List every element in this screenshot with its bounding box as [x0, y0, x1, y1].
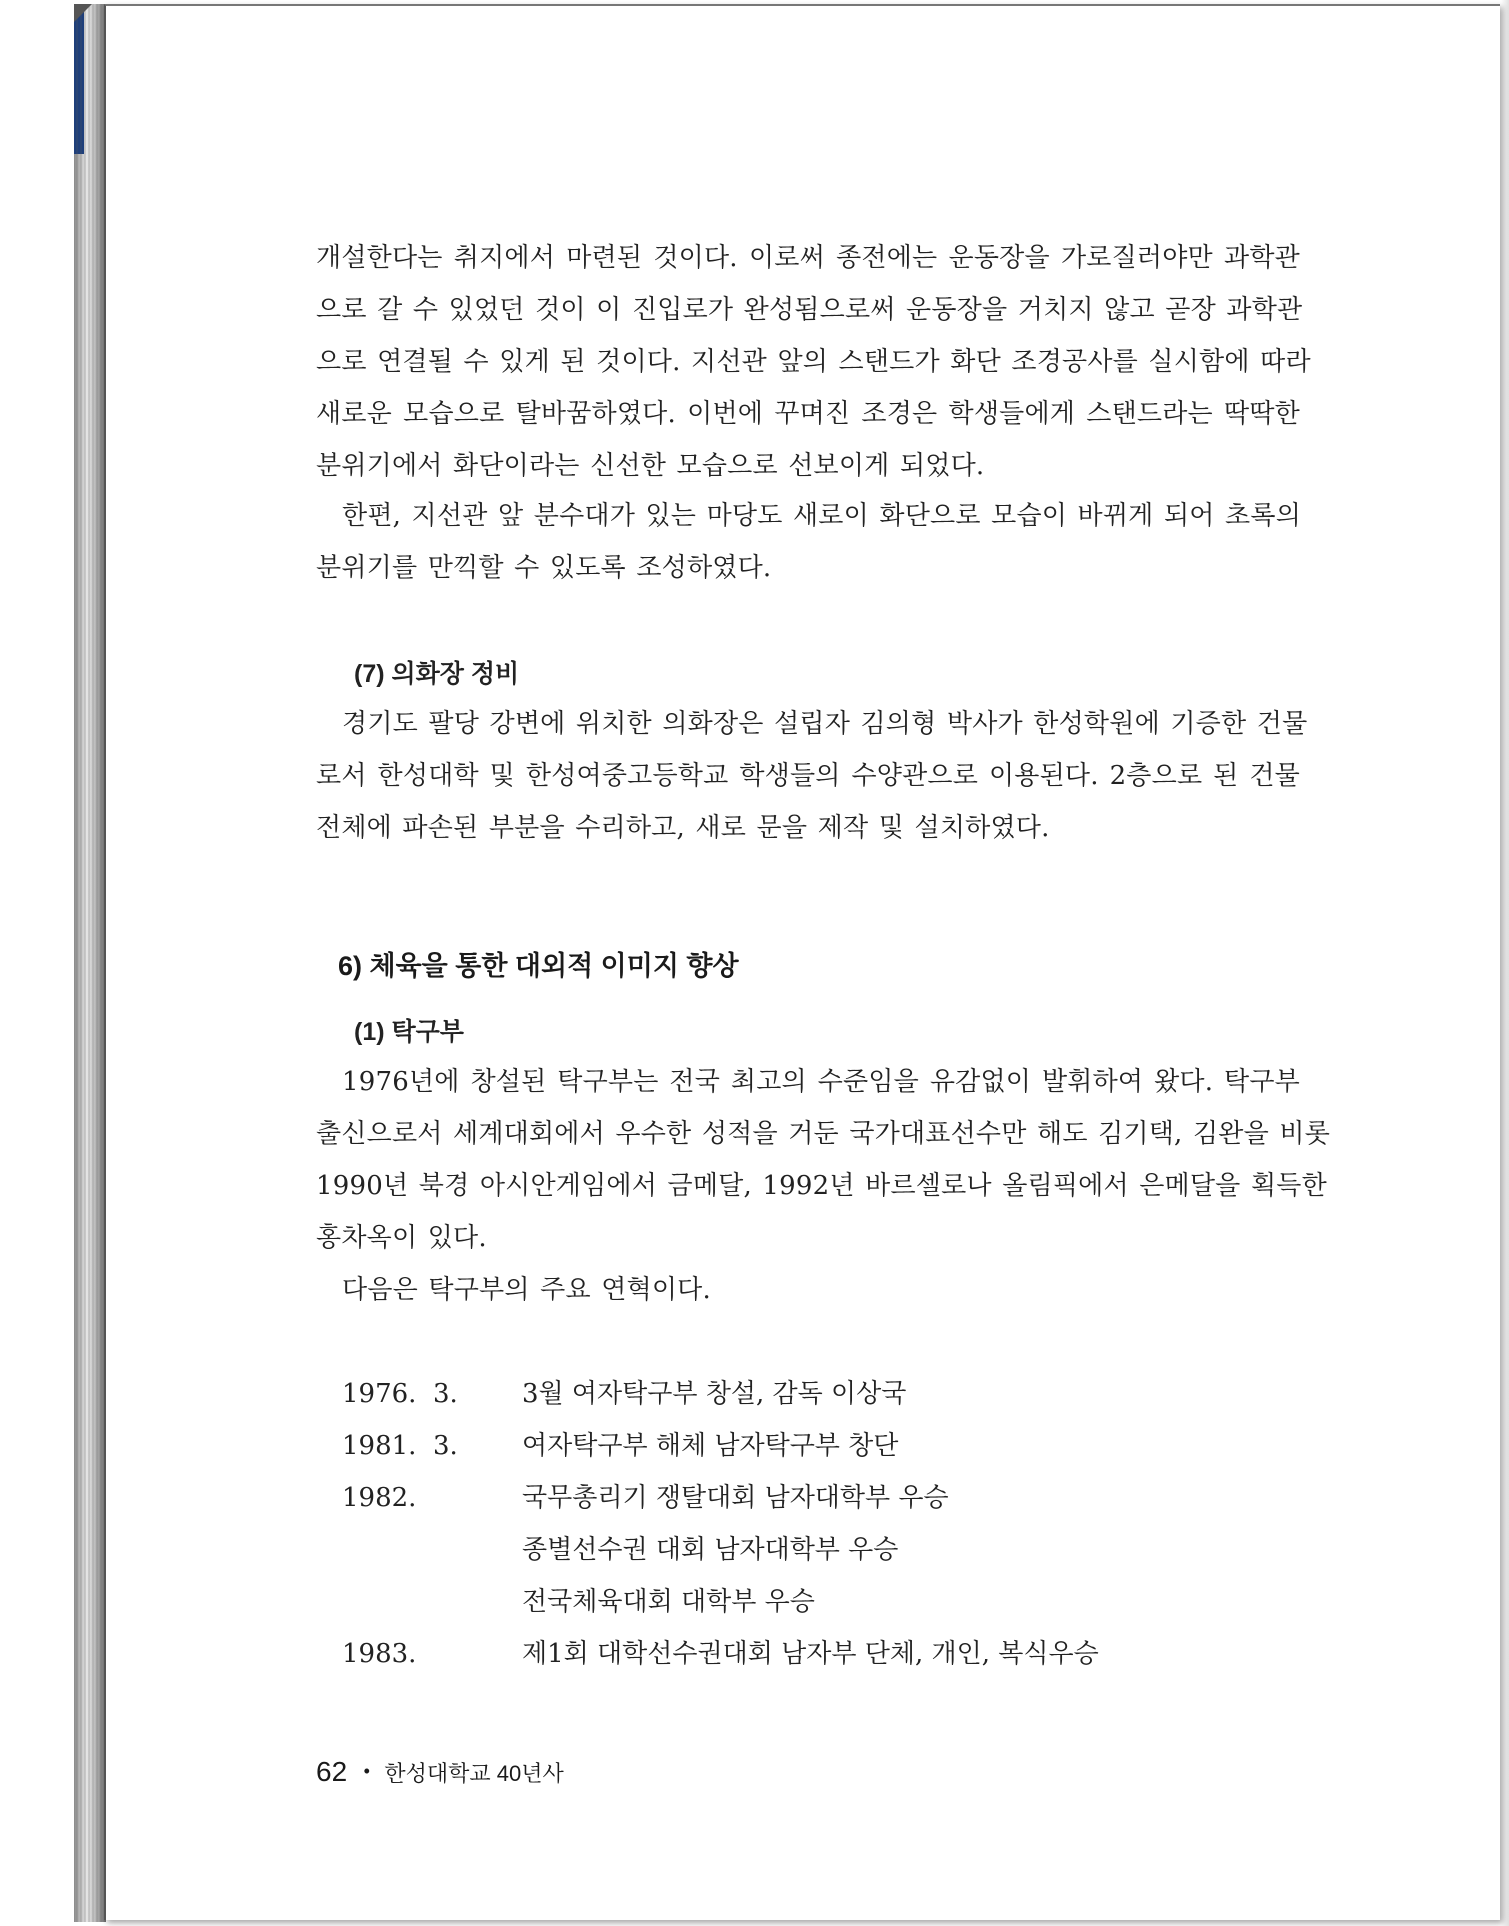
section-heading-uihwajang: (7) 의화장 정비 [354, 660, 520, 688]
paragraph-landscaping [316, 232, 1311, 492]
text-line: 1976년에 창설된 탁구부는 전국 최고의 수준임을 유감없이 발휘하여 왔다. 탁구부 [342, 1067, 1300, 1097]
text-line: 경기도 팔당 강변에 위치한 의화장은 설립자 김의형 박사가 한성학원에 기증한 건물 [342, 709, 1308, 739]
paragraph-table-tennis [316, 1056, 1331, 1264]
timeline-row [342, 1628, 1302, 1680]
page-number: 62 [316, 1756, 348, 1787]
page-footer [316, 1756, 564, 1788]
timeline-row [342, 1576, 1302, 1628]
timeline-event: 여자탁구부 해체 남자탁구부 창단 [522, 1431, 899, 1461]
timeline-event: 제1회 대학선수권대회 남자부 단체, 개인, 복식우승 [522, 1639, 1099, 1669]
timeline-event: 전국체육대회 대학부 우승 [522, 1587, 815, 1617]
section-heading-sports-image: 6) 체육을 통한 대외적 이미지 향상 [338, 951, 739, 981]
timeline-row [342, 1472, 1302, 1524]
paragraph-history-intro [316, 1264, 1300, 1316]
timeline-date: 1983. [342, 1639, 417, 1669]
text-line: 다음은 탁구부의 주요 연혁이다. [342, 1275, 711, 1305]
text-line: 로서 한성대학 및 한성여중고등학교 학생들의 수양관으로 이용된다. 2층으로 된 건물 [316, 761, 1300, 791]
text-line: 개설한다는 취지에서 마련된 것이다. 이로써 종전에는 운동장을 가로질러야만 과학관 [316, 243, 1300, 273]
text-line: 출신으로서 세계대회에서 우수한 성적을 거둔 국가대표선수만 해도 김기택, 김완을 비롯 [316, 1119, 1331, 1149]
text-line: 1990년 북경 아시안게임에서 금메달, 1992년 바르셀로나 올림픽에서 은메달을 획득한 [316, 1171, 1327, 1201]
section-heading-table-tennis: (1) 탁구부 [354, 1018, 464, 1046]
timeline-row [342, 1524, 1302, 1576]
paragraph-fountain-yard [316, 490, 1300, 594]
book-corner [74, 4, 92, 22]
text-line: 으로 연결될 수 있게 된 것이다. 지선관 앞의 스탠드가 화단 조경공사를 실시함에 따라 [316, 347, 1311, 377]
timeline-event: 종별선수권 대회 남자대학부 우승 [522, 1535, 899, 1565]
page-stack-lines [74, 4, 106, 1922]
timeline-row [342, 1420, 1302, 1472]
book-page-edge [74, 4, 106, 1922]
paragraph-uihwajang [316, 698, 1308, 854]
timeline-date: 1976. 3. [342, 1379, 458, 1409]
footer-bullet: • [363, 1761, 370, 1781]
text-line: 한편, 지선관 앞 분수대가 있는 마당도 새로이 화단으로 모습이 바뀌게 되어 초록의 [342, 501, 1302, 531]
history-timeline [342, 1368, 1302, 1680]
timeline-event: 3월 여자탁구부 창설, 감독 이상국 [522, 1379, 907, 1409]
text-line: 전체에 파손된 부분을 수리하고, 새로 문을 제작 및 설치하였다. [316, 813, 1050, 843]
timeline-date: 1981. 3. [342, 1431, 458, 1461]
text-line: 홍차옥이 있다. [316, 1223, 487, 1253]
book-title: 한성대학교 40년사 [384, 1761, 564, 1786]
timeline-row [342, 1368, 1302, 1420]
timeline-date: 1982. [342, 1483, 417, 1513]
timeline-event: 국무총리기 쟁탈대회 남자대학부 우승 [522, 1483, 949, 1513]
text-line: 으로 갈 수 있었던 것이 이 진입로가 완성됨으로써 운동장을 거치지 않고 곧장 과학관 [316, 295, 1303, 325]
text-line: 분위기를 만끽할 수 있도록 조성하였다. [316, 553, 772, 583]
text-line: 새로운 모습으로 탈바꿈하였다. 이번에 꾸며진 조경은 학생들에게 스탠드라는 딱딱한 [316, 399, 1300, 429]
page-shadow [1501, 0, 1509, 1926]
text-line: 분위기에서 화단이라는 신선한 모습으로 선보이게 되었다. [316, 451, 985, 481]
